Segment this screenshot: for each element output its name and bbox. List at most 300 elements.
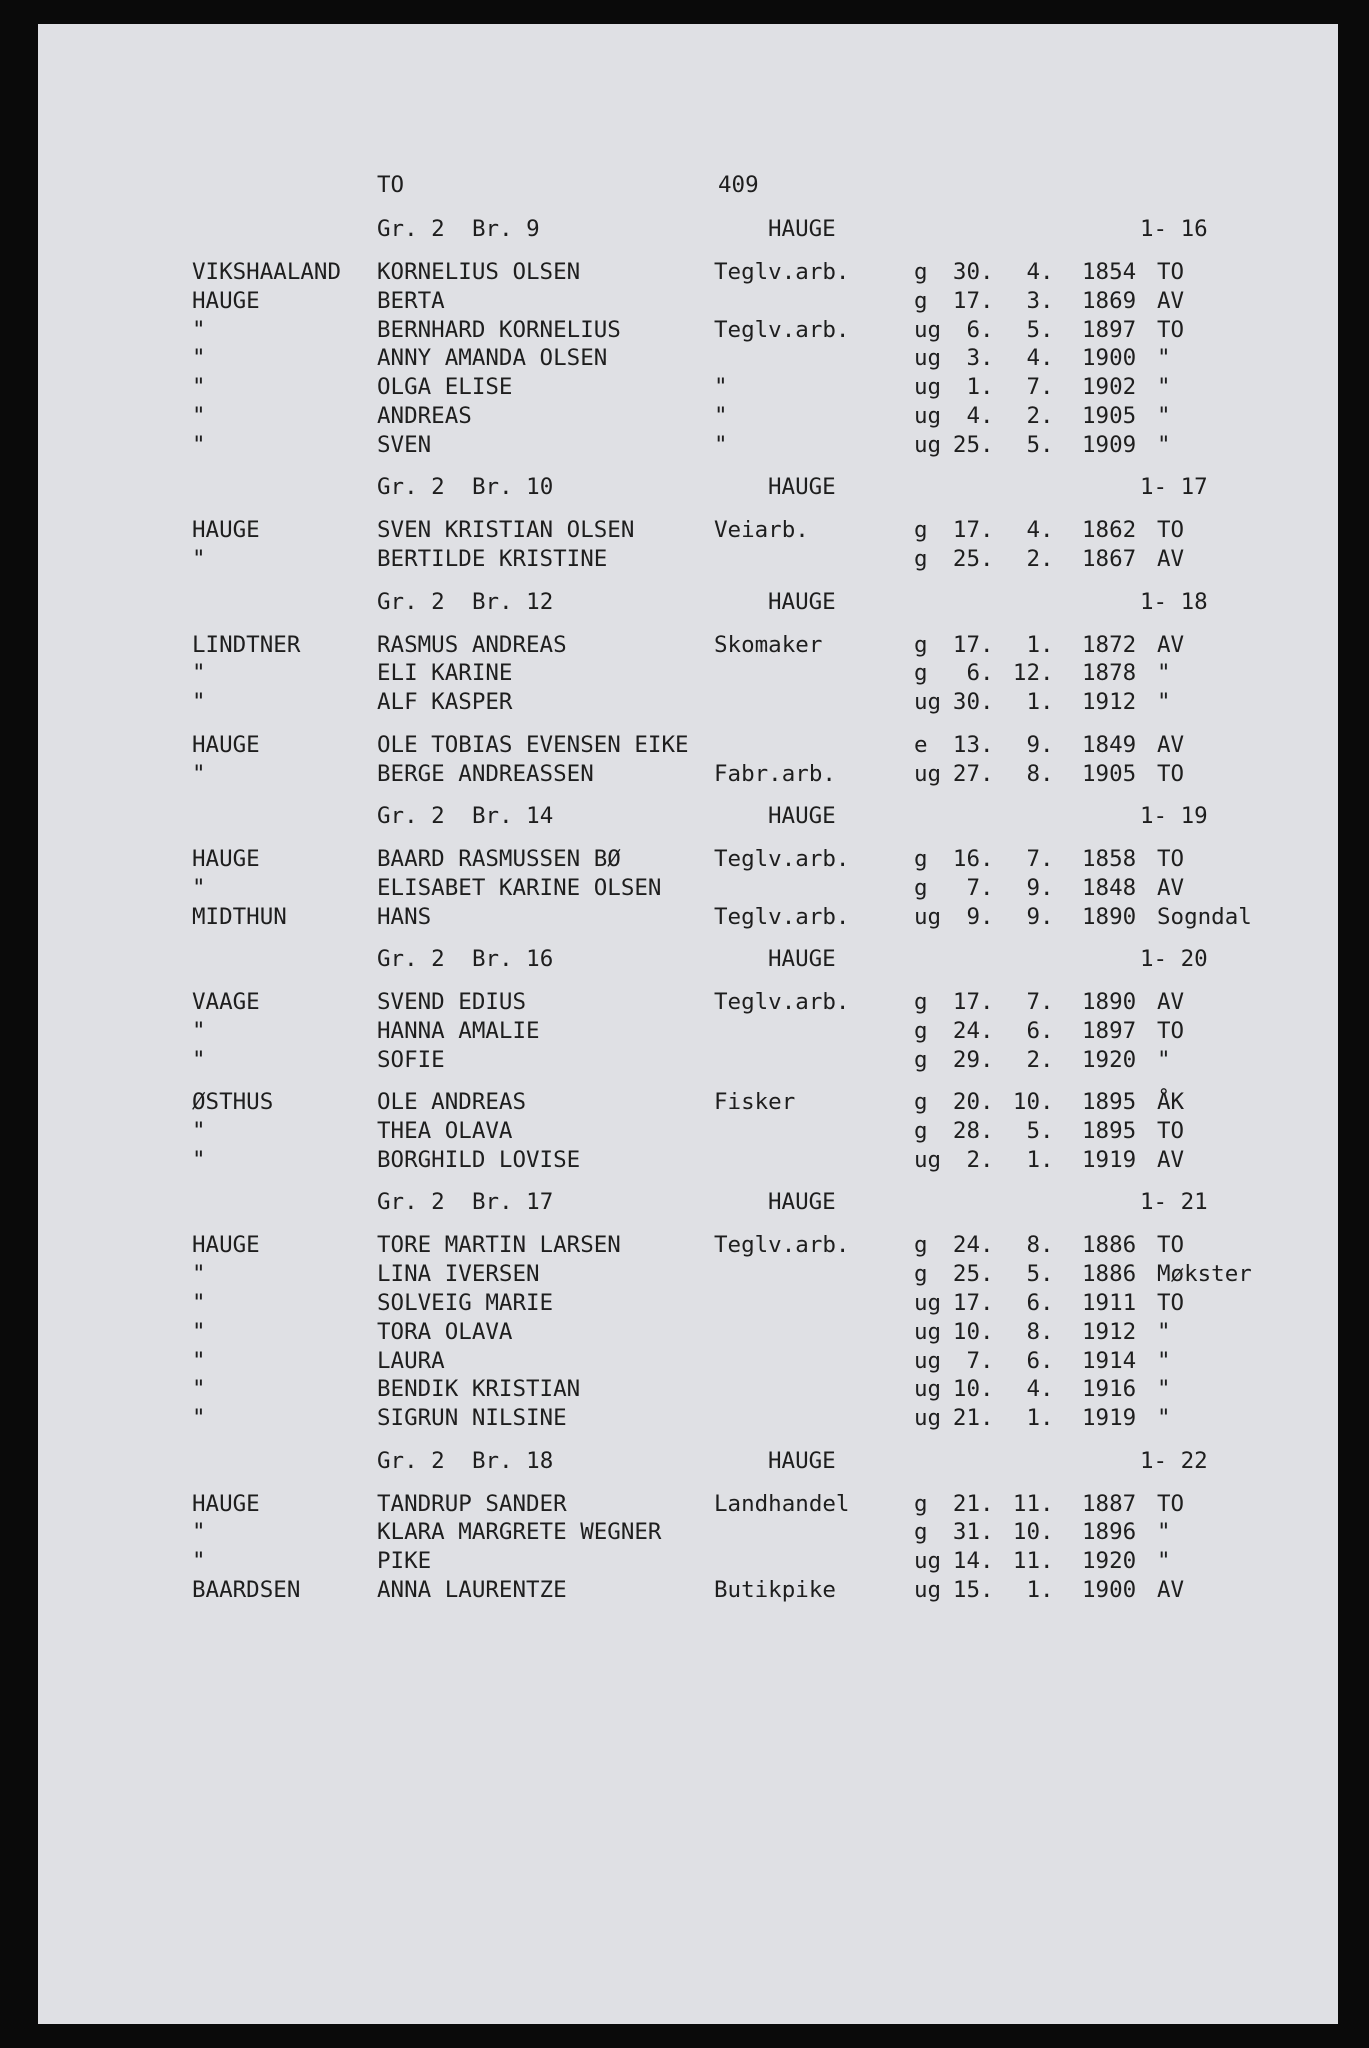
marital-status: ug (914, 316, 942, 343)
person-row (38, 1045, 1338, 1075)
section-house-number: Br. 14 (472, 803, 554, 829)
person-row (38, 1317, 1338, 1347)
date-separator: . (980, 1318, 994, 1345)
birth-month: 12 (1012, 660, 1040, 687)
marital-status: ug (914, 431, 942, 458)
birth-day: 25 (952, 431, 980, 458)
birth-place: " (1157, 431, 1171, 458)
marital-status: ug (914, 374, 942, 401)
person-row (38, 401, 1338, 431)
birth-year: 1916 (1082, 1376, 1137, 1403)
given-names: SVEN KRISTIAN OLSEN (377, 517, 635, 544)
date-separator: . (980, 1519, 994, 1546)
marital-status: ug (914, 760, 942, 787)
marital-status: ug (914, 1289, 942, 1316)
birth-day: 14 (952, 1548, 980, 1575)
marital-status: g (914, 989, 928, 1016)
birth-place: TO (1157, 760, 1185, 787)
birth-day: 30 (952, 259, 980, 285)
birth-year: 1912 (1082, 689, 1137, 716)
date-separator: . (980, 903, 994, 930)
date-separator: . (1040, 546, 1054, 573)
occupation: " (714, 374, 728, 401)
date-separator: . (1040, 1548, 1054, 1575)
birth-month: 6 (1026, 1347, 1040, 1374)
section-place: HAUGE (768, 588, 836, 615)
birth-year: 1920 (1082, 1548, 1137, 1575)
section-group: Gr. 2 (377, 803, 445, 829)
birth-month: 7 (1026, 374, 1040, 401)
birth-day: 31 (952, 1519, 980, 1546)
birth-year: 1902 (1082, 374, 1137, 401)
surname: " (192, 1405, 206, 1432)
birth-year: 1869 (1082, 287, 1137, 314)
birth-day: 28 (952, 1118, 980, 1144)
section-id: 1- 20 (1140, 946, 1208, 973)
marital-status: ug (914, 689, 942, 716)
marital-status: g (914, 1089, 928, 1116)
birth-place: TO (1157, 1118, 1185, 1144)
birth-day: 24 (952, 1232, 980, 1259)
date-separator: . (1040, 689, 1054, 716)
surname: " (192, 431, 206, 458)
section-group: Gr. 2 (377, 588, 445, 615)
person-row (38, 987, 1338, 1017)
birth-year: 1896 (1082, 1519, 1137, 1546)
person-row (38, 372, 1338, 402)
birth-month: 5 (1026, 431, 1040, 458)
occupation: Skomaker (714, 631, 823, 658)
date-separator: . (1040, 345, 1054, 372)
surname: " (192, 1146, 206, 1173)
birth-place: " (1157, 1046, 1171, 1073)
given-names: SOFIE (377, 1046, 445, 1073)
marital-status: g (914, 1118, 928, 1144)
birth-place: AV (1157, 631, 1185, 658)
marital-status: ug (914, 1577, 942, 1603)
birth-place: TO (1157, 1490, 1185, 1517)
date-separator: . (980, 1118, 994, 1144)
birth-month: 11 (1012, 1548, 1040, 1575)
birth-day: 25 (952, 1261, 980, 1288)
person-row (38, 759, 1338, 789)
census-page (38, 24, 1338, 2024)
birth-day: 7 (966, 874, 980, 901)
marital-status: g (914, 259, 928, 285)
section-header (38, 1446, 1338, 1476)
marital-status: ug (914, 345, 942, 372)
surname: " (192, 403, 206, 429)
surname: HAUGE (192, 517, 260, 544)
given-names: ANDREAS (377, 403, 472, 429)
surname: " (192, 1289, 206, 1316)
given-names: OLGA ELISE (377, 374, 513, 401)
marital-status: ug (914, 1347, 942, 1374)
date-separator: . (1040, 431, 1054, 458)
occupation: Veiarb. (714, 517, 809, 544)
birth-place: AV (1157, 1146, 1185, 1173)
birth-place: " (1157, 374, 1171, 401)
surname: VAAGE (192, 989, 260, 1016)
birth-year: 1911 (1082, 1289, 1137, 1316)
given-names: OLE TOBIAS EVENSEN EIKE (377, 731, 689, 758)
date-separator: . (1040, 1405, 1054, 1432)
date-separator: . (980, 1347, 994, 1374)
date-separator: . (980, 1577, 994, 1603)
marital-status: ug (914, 903, 942, 930)
date-separator: . (1040, 1017, 1054, 1044)
birth-day: 4 (966, 403, 980, 429)
birth-month: 2 (1026, 403, 1040, 429)
birth-year: 1912 (1082, 1318, 1137, 1345)
given-names: KLARA MARGRETE WEGNER (377, 1519, 662, 1546)
date-separator: . (980, 846, 994, 872)
birth-place: " (1157, 1318, 1171, 1345)
birth-day: 2 (966, 1146, 980, 1173)
date-separator: . (1040, 903, 1054, 930)
given-names: ELI KARINE (377, 660, 513, 687)
section-header (38, 214, 1338, 244)
date-separator: . (1040, 1289, 1054, 1316)
surname: " (192, 316, 206, 343)
given-names: ANNA LAURENTZE (377, 1577, 567, 1603)
birth-place: " (1157, 1376, 1171, 1403)
person-row (38, 902, 1338, 932)
occupation: " (714, 431, 728, 458)
section-group: Gr. 2 (377, 1189, 445, 1216)
surname: " (192, 689, 206, 716)
birth-place: " (1157, 345, 1171, 372)
date-separator: . (1040, 259, 1054, 285)
given-names: BENDIK KRISTIAN (377, 1376, 581, 1403)
section-id: 1- 19 (1140, 803, 1208, 829)
page-prefix: TO (377, 172, 405, 198)
birth-day: 29 (952, 1046, 980, 1073)
given-names: TORE MARTIN LARSEN (377, 1232, 621, 1259)
birth-day: 10 (952, 1376, 980, 1403)
given-names: BORGHILD LOVISE (377, 1146, 581, 1173)
date-separator: . (1040, 1376, 1054, 1403)
birth-place: TO (1157, 517, 1185, 544)
surname: " (192, 1548, 206, 1575)
birth-place: AV (1157, 1577, 1185, 1603)
surname: " (192, 345, 206, 372)
date-separator: . (980, 989, 994, 1016)
person-row (38, 1489, 1338, 1519)
birth-year: 1897 (1082, 316, 1137, 343)
occupation: Fabr.arb. (714, 760, 836, 787)
person-row (38, 1517, 1338, 1547)
person-row (38, 1016, 1338, 1046)
birth-month: 6 (1026, 1017, 1040, 1044)
given-names: HANS (377, 903, 432, 930)
birth-day: 17 (952, 1289, 980, 1316)
section-place: HAUGE (768, 1447, 836, 1474)
section-header (38, 472, 1338, 502)
birth-place: " (1157, 1347, 1171, 1374)
date-separator: . (1040, 660, 1054, 687)
date-separator: . (980, 259, 994, 285)
date-separator: . (980, 1548, 994, 1575)
birth-day: 1 (966, 374, 980, 401)
birth-month: 5 (1026, 1118, 1040, 1144)
date-separator: . (1040, 1318, 1054, 1345)
birth-month: 8 (1026, 1232, 1040, 1259)
birth-day: 30 (952, 689, 980, 716)
date-separator: . (980, 660, 994, 687)
birth-year: 1900 (1082, 345, 1137, 372)
birth-day: 17 (952, 287, 980, 314)
given-names: ANNY AMANDA OLSEN (377, 345, 608, 372)
date-separator: . (980, 1261, 994, 1288)
marital-status: g (914, 1017, 928, 1044)
occupation: Teglv.arb. (714, 903, 850, 930)
given-names: BERGE ANDREASSEN (377, 760, 594, 787)
given-names: BERTILDE KRISTINE (377, 546, 608, 573)
date-separator: . (980, 403, 994, 429)
surname: HAUGE (192, 1232, 260, 1259)
given-names: THEA OLAVA (377, 1118, 513, 1144)
section-house-number: Br. 16 (472, 946, 554, 973)
date-separator: . (1040, 1261, 1054, 1288)
marital-status: e (914, 731, 928, 758)
person-row (38, 1346, 1338, 1376)
birth-month: 2 (1026, 546, 1040, 573)
surname: HAUGE (192, 1490, 260, 1517)
birth-year: 1897 (1082, 1017, 1137, 1044)
birth-month: 4 (1026, 259, 1040, 285)
section-id: 1- 18 (1140, 588, 1208, 615)
birth-day: 6 (966, 660, 980, 687)
birth-year: 1849 (1082, 731, 1137, 758)
surname: ØSTHUS (192, 1089, 274, 1116)
birth-place: AV (1157, 546, 1185, 573)
surname: LINDTNER (192, 631, 301, 658)
date-separator: . (1040, 1146, 1054, 1173)
birth-month: 9 (1026, 903, 1040, 930)
surname: " (192, 660, 206, 687)
marital-status: ug (914, 1318, 942, 1345)
birth-day: 24 (952, 1017, 980, 1044)
birth-year: 1878 (1082, 660, 1137, 687)
surname: HAUGE (192, 287, 260, 314)
section-header (38, 1187, 1338, 1217)
birth-place: " (1157, 403, 1171, 429)
birth-place: AV (1157, 874, 1185, 901)
marital-status: g (914, 660, 928, 687)
birth-day: 9 (966, 903, 980, 930)
person-row (38, 515, 1338, 545)
birth-month: 8 (1026, 760, 1040, 787)
birth-month: 5 (1026, 1261, 1040, 1288)
person-row (38, 1259, 1338, 1289)
date-separator: . (980, 374, 994, 401)
person-row (38, 730, 1338, 760)
birth-month: 9 (1026, 731, 1040, 758)
birth-month: 9 (1026, 874, 1040, 901)
date-separator: . (1040, 846, 1054, 872)
surname: " (192, 1046, 206, 1073)
surname: " (192, 374, 206, 401)
birth-day: 20 (952, 1089, 980, 1116)
person-row (38, 873, 1338, 903)
occupation: Fisker (714, 1089, 796, 1116)
date-separator: . (980, 345, 994, 372)
marital-status: g (914, 631, 928, 658)
birth-place: ÅK (1157, 1089, 1185, 1116)
birth-year: 1914 (1082, 1347, 1137, 1374)
birth-month: 6 (1026, 1289, 1040, 1316)
birth-place: Møkster (1157, 1261, 1252, 1288)
birth-day: 17 (952, 631, 980, 658)
surname: " (192, 1347, 206, 1374)
given-names: RASMUS ANDREAS (377, 631, 567, 658)
date-separator: . (980, 1089, 994, 1116)
birth-place: TO (1157, 316, 1185, 343)
birth-place: AV (1157, 989, 1185, 1016)
marital-status: g (914, 1046, 928, 1073)
section-group: Gr. 2 (377, 1447, 445, 1474)
date-separator: . (980, 287, 994, 314)
date-separator: . (1040, 1490, 1054, 1517)
occupation: Teglv.arb. (714, 259, 850, 285)
person-row (38, 1230, 1338, 1260)
birth-day: 21 (952, 1405, 980, 1432)
given-names: TANDRUP SANDER (377, 1490, 567, 1517)
marital-status: g (914, 846, 928, 872)
birth-place: " (1157, 1405, 1171, 1432)
birth-place: AV (1157, 731, 1185, 758)
marital-status: g (914, 287, 928, 314)
surname: " (192, 1261, 206, 1288)
birth-place: " (1157, 689, 1171, 716)
birth-month: 8 (1026, 1318, 1040, 1345)
date-separator: . (1040, 403, 1054, 429)
marital-status: g (914, 1519, 928, 1546)
birth-place: " (1157, 1548, 1171, 1575)
date-separator: . (980, 1405, 994, 1432)
surname: " (192, 1376, 206, 1403)
birth-place: TO (1157, 259, 1185, 285)
page-number: 409 (718, 172, 759, 198)
given-names: SVEND EDIUS (377, 989, 527, 1016)
occupation: Landhandel (714, 1490, 850, 1517)
occupation: " (714, 403, 728, 429)
marital-status: g (914, 546, 928, 573)
surname: BAARDSEN (192, 1577, 301, 1603)
given-names: TORA OLAVA (377, 1318, 513, 1345)
birth-place: TO (1157, 1232, 1185, 1259)
section-group: Gr. 2 (377, 946, 445, 973)
birth-place: AV (1157, 287, 1185, 314)
surname: " (192, 1017, 206, 1044)
page-header (38, 170, 1338, 200)
given-names: SVEN (377, 431, 432, 458)
birth-month: 5 (1026, 316, 1040, 343)
date-separator: . (980, 431, 994, 458)
birth-day: 27 (952, 760, 980, 787)
birth-day: 16 (952, 846, 980, 872)
person-row (38, 630, 1338, 660)
birth-day: 10 (952, 1318, 980, 1345)
person-row (38, 1403, 1338, 1433)
date-separator: . (1040, 1347, 1054, 1374)
date-separator: . (1040, 1577, 1054, 1603)
birth-month: 11 (1012, 1490, 1040, 1517)
section-house-number: Br. 18 (472, 1447, 554, 1474)
date-separator: . (1040, 1089, 1054, 1116)
section-header (38, 801, 1338, 831)
birth-day: 21 (952, 1490, 980, 1517)
person-row (38, 1575, 1338, 1605)
birth-month: 1 (1026, 1577, 1040, 1603)
date-separator: . (980, 631, 994, 658)
given-names: ELISABET KARINE OLSEN (377, 874, 662, 901)
marital-status: g (914, 1232, 928, 1259)
section-house-number: Br. 12 (472, 588, 554, 615)
birth-year: 1858 (1082, 846, 1137, 872)
surname: " (192, 874, 206, 901)
marital-status: g (914, 517, 928, 544)
date-separator: . (980, 874, 994, 901)
birth-month: 10 (1012, 1089, 1040, 1116)
date-separator: . (980, 316, 994, 343)
person-row (38, 286, 1338, 316)
section-place: HAUGE (768, 1189, 836, 1216)
birth-month: 3 (1026, 287, 1040, 314)
person-row (38, 1374, 1338, 1404)
birth-month: 7 (1026, 846, 1040, 872)
date-separator: . (1040, 631, 1054, 658)
birth-year: 1862 (1082, 517, 1137, 544)
given-names: LAURA (377, 1347, 445, 1374)
surname: HAUGE (192, 846, 260, 872)
marital-status: ug (914, 1548, 942, 1575)
given-names: KORNELIUS OLSEN (377, 259, 581, 285)
birth-day: 17 (952, 517, 980, 544)
birth-day: 13 (952, 731, 980, 758)
date-separator: . (1040, 1046, 1054, 1073)
person-row (38, 1288, 1338, 1318)
birth-year: 1887 (1082, 1490, 1137, 1517)
occupation: Butikpike (714, 1577, 836, 1603)
birth-place: TO (1157, 846, 1185, 872)
birth-year: 1848 (1082, 874, 1137, 901)
person-row (38, 544, 1338, 574)
birth-year: 1886 (1082, 1232, 1137, 1259)
birth-year: 1905 (1082, 403, 1137, 429)
date-separator: . (980, 1289, 994, 1316)
marital-status: ug (914, 1405, 942, 1432)
date-separator: . (1040, 989, 1054, 1016)
date-separator: . (1040, 760, 1054, 787)
surname: " (192, 1519, 206, 1546)
surname: VIKSHAALAND (192, 259, 342, 285)
birth-year: 1920 (1082, 1046, 1137, 1073)
section-id: 1- 21 (1140, 1189, 1208, 1216)
date-separator: . (980, 689, 994, 716)
birth-place: " (1157, 660, 1171, 687)
date-separator: . (1040, 316, 1054, 343)
birth-year: 1890 (1082, 989, 1137, 1016)
surname: MIDTHUN (192, 903, 287, 930)
date-separator: . (980, 1017, 994, 1044)
birth-year: 1900 (1082, 1577, 1137, 1603)
person-row (38, 1116, 1338, 1146)
birth-place: " (1157, 1519, 1171, 1546)
birth-day: 25 (952, 546, 980, 573)
section-header (38, 587, 1338, 617)
